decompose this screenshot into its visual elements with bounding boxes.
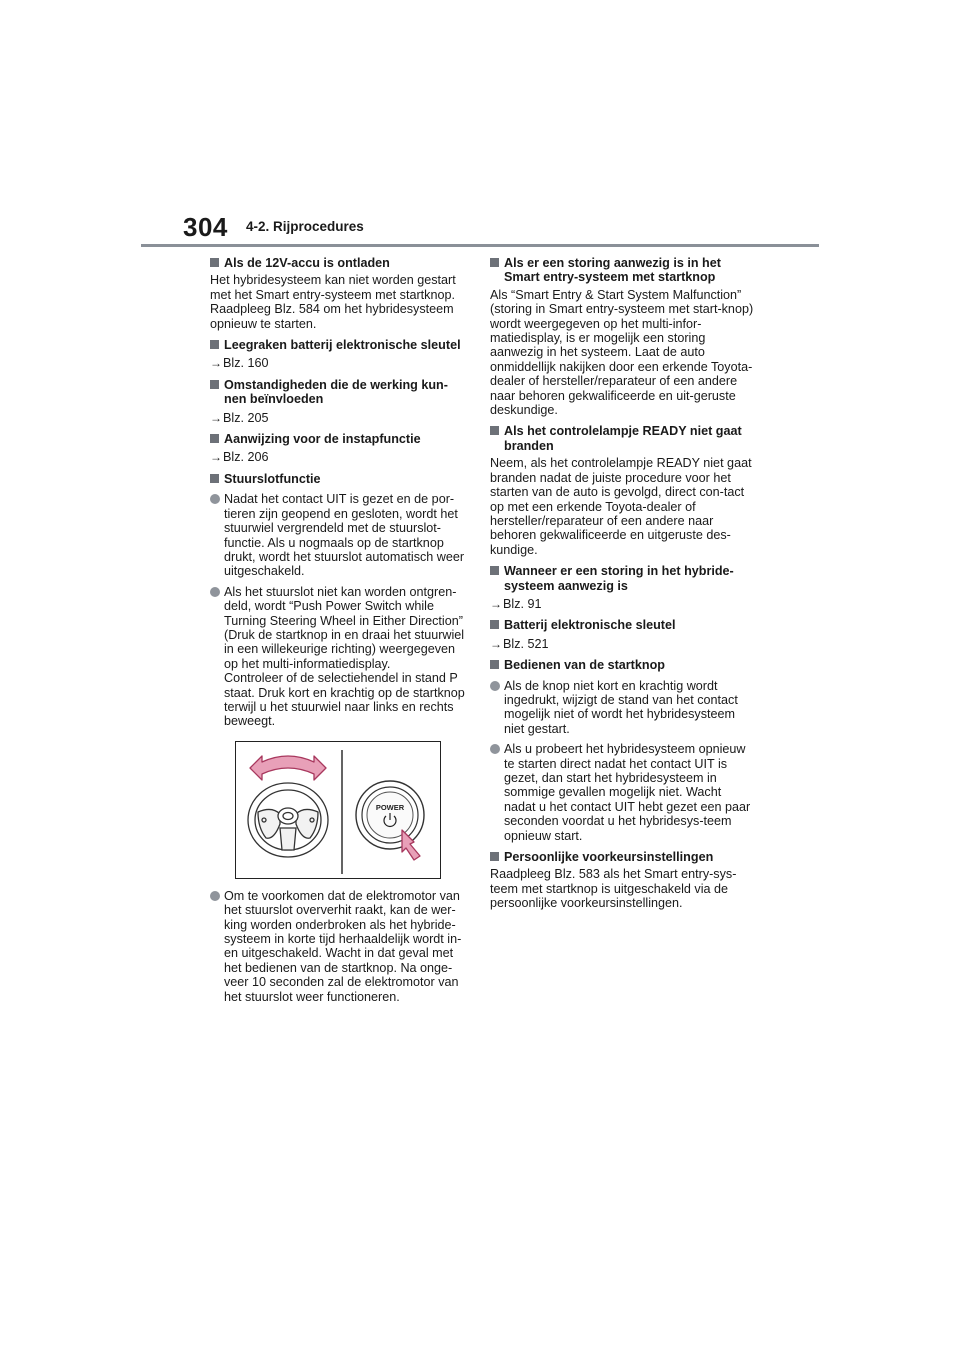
square-bullet-icon xyxy=(210,258,219,267)
power-button-label: POWER xyxy=(375,802,405,812)
section-heading: Leegraken batterij elektronische sleutel xyxy=(210,338,470,352)
square-bullet-icon xyxy=(490,620,499,629)
steering-lock-figure xyxy=(235,741,441,879)
square-bullet-icon xyxy=(490,660,499,669)
arrow-right-icon: → xyxy=(490,596,502,611)
section-heading: Wanneer er een storing in het hybride-systeem aanwezig is xyxy=(490,564,756,593)
paragraph: Als “Smart Entry & Start System Malfunction” (storing in Smart entry-systeem met start-knop) wordt weergegeven op het multi-infor-matiedisplay, is er mogelijk een storing aanwezig in het systeem. Laat de auto onmiddellijk nakijken door een erkende Toyota-dealer of hersteller/reparateur of een andere naar behoren gekwalificeerde en uit-geruste deskundige. xyxy=(490,287,754,418)
section-heading: Batterij elektronische sleutel xyxy=(490,618,756,632)
section-heading: Omstandigheden die de werking kun-nen beïnvloeden xyxy=(210,378,470,407)
page-header xyxy=(0,0,960,250)
arrow-right-icon: → xyxy=(210,410,222,425)
round-bullet-icon xyxy=(490,681,500,691)
section-heading: Aanwijzing voor de instapfunctie xyxy=(210,432,470,446)
list-item: Nadat het contact UIT is gezet en de por-tieren zijn geopend en gesloten, wordt het stuurwiel vergrendeld met de stuurslot-functie. Als u nogmaals op de startknop drukt, wordt het stuurslot automatisch weer uitgeschakeld. xyxy=(210,492,470,578)
square-bullet-icon xyxy=(490,566,499,575)
round-bullet-icon xyxy=(210,494,220,504)
chapter-title: 4-2. Rijprocedures xyxy=(246,219,364,234)
list-item: Om te voorkomen dat de elektromotor van het stuurslot oververhit raakt, kan de wer-king worden onderbroken als het hybride-systeem in korte tijd herhaaldelijk wordt in- en uitgeschakeld. Wacht in dat geval met het bedienen van de startknop. Na onge-veer 10 seconden zal de elektromotor van het stuurslot weer functioneren. xyxy=(210,889,470,1004)
page-reference[interactable]: →Blz. 91 xyxy=(490,596,542,611)
paragraph: Neem, als het controlelampje READY niet gaat branden nadat de juiste procedure voor het starten van de auto is gevolgd, direct con-tact op met een erkende Toyota-dealer of hersteller/reparateur of een andere naar behoren gekwalificeerde en uitgeruste des-kundige. xyxy=(490,456,752,557)
steering-wheel-and-power-button-illustration xyxy=(236,742,440,878)
square-bullet-icon xyxy=(210,434,219,443)
square-bullet-icon xyxy=(210,340,219,349)
page-reference[interactable]: →Blz. 206 xyxy=(210,450,269,465)
rotation-arrow-icon xyxy=(250,756,326,780)
section-heading: Stuurslotfunctie xyxy=(210,472,470,486)
page-reference[interactable]: →Blz. 205 xyxy=(210,410,269,425)
square-bullet-icon xyxy=(490,852,499,861)
square-bullet-icon xyxy=(210,380,219,389)
section-heading: Als de 12V-accu is ontladen xyxy=(210,256,470,270)
square-bullet-icon xyxy=(210,474,219,483)
power-button-icon xyxy=(356,781,424,849)
list-item: Als het stuurslot niet kan worden ontgren-deld, wordt “Push Power Switch while Turning Steering Wheel in Either Direction” (Druk de startknop in en draai het stuurwiel in een willekeurige richting) weergegeven op het multi-informatiedisplay. Controleer of de selectiehendel in stand P staat. Druk kort en krachtig op de startknop terwijl u het stuurwiel naar links en rechts beweegt. xyxy=(210,585,470,729)
paragraph: Het hybridesysteem kan niet worden gestart met het Smart entry-systeem met startknop. Raadpleeg Blz. 584 om het hybridesysteem opnieuw te starten. xyxy=(210,273,456,331)
page-reference[interactable]: →Blz. 521 xyxy=(490,636,549,651)
paragraph: Raadpleeg Blz. 583 als het Smart entry-sys-teem met startknop is uitgeschakeld via de persoonlijke voorkeursinstellingen. xyxy=(490,867,737,911)
section-heading: Als het controlelampje READY niet gaat branden xyxy=(490,424,756,453)
left-column xyxy=(210,256,470,1004)
list-item: Als de knop niet kort en krachtig wordt ingedrukt, wijzigt de stand van het contact mogelijk niet of wordt het hybridesysteem niet gestart. xyxy=(490,679,756,737)
arrow-right-icon: → xyxy=(210,450,222,465)
page-number: 304 xyxy=(183,212,228,242)
steering-wheel-icon xyxy=(248,783,328,857)
section-heading: Als er een storing aanwezig is in het Smart entry-systeem met startknop xyxy=(490,256,756,285)
section-heading: Bedienen van de startknop xyxy=(490,658,756,672)
right-column xyxy=(490,256,756,911)
round-bullet-icon xyxy=(210,891,220,901)
header-divider xyxy=(141,244,819,247)
arrow-right-icon: → xyxy=(490,636,502,651)
square-bullet-icon xyxy=(490,426,499,435)
round-bullet-icon xyxy=(490,744,500,754)
round-bullet-icon xyxy=(210,587,220,597)
arrow-right-icon: → xyxy=(210,356,222,371)
square-bullet-icon xyxy=(490,258,499,267)
list-item: Als u probeert het hybridesysteem opnieuw te starten direct nadat het contact UIT is gezet, dan start het hybridesysteem in sommige gevallen mogelijk niet. Wacht nadat u het contact UIT hebt gezet een paar seconden voordat u het hybridesys-teem opnieuw start. xyxy=(490,742,756,843)
section-heading: Persoonlijke voorkeursinstellingen xyxy=(490,850,756,864)
page-reference[interactable]: →Blz. 160 xyxy=(210,356,269,371)
